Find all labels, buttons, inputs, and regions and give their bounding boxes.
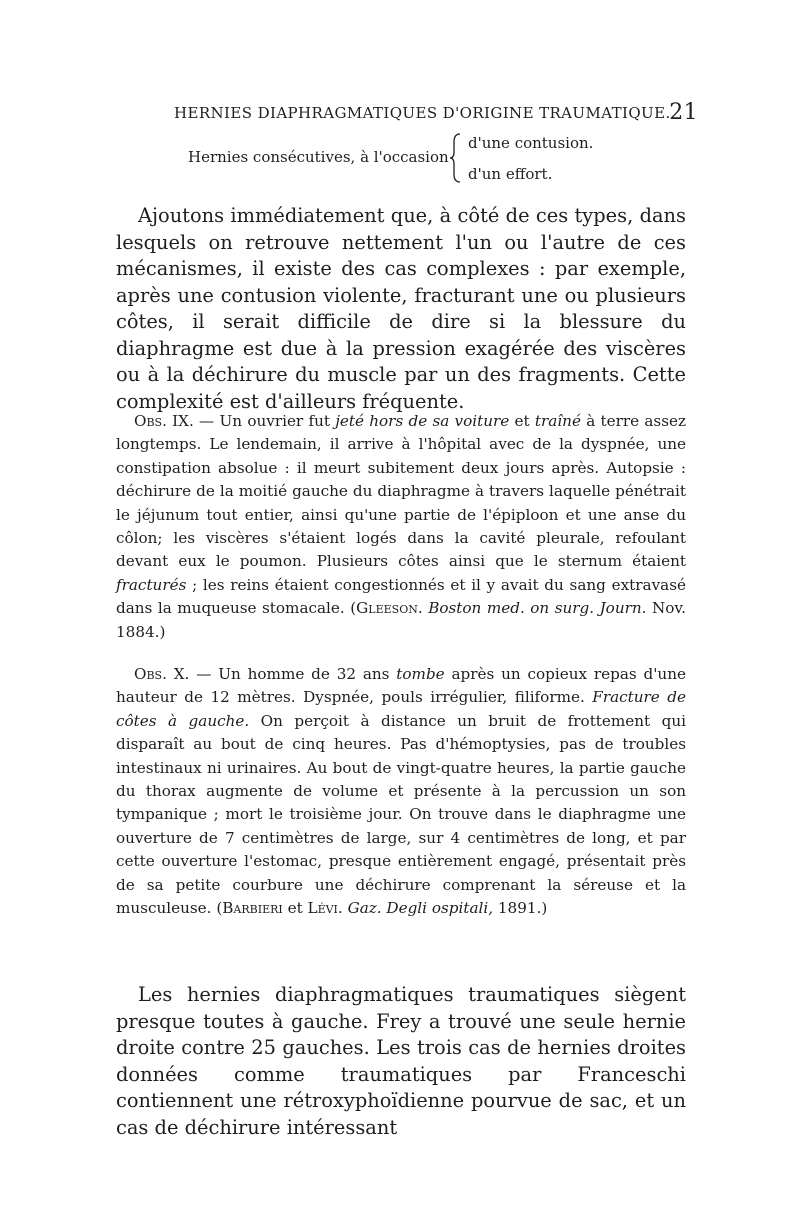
obs-ix-text: à terre assez longtemps. Le lendemain, il arrive à l'hôpital avec de la dyspnée, une constipation absolue : il meurt subitement deux jours après. Autopsie : déchirure de la moitié gauche du diaphragme à travers laquelle pénétrait le jéjunum tout entier, ainsi qu'une partie de l'épiploon et une anse du côlon; les viscères s'étaient logés dans la cavité pleurale, refoulant devant eux le poumon. Plusieurs côtes ainsi que le sternum étaient	[116, 412, 686, 571]
observation-x	[116, 663, 686, 920]
obs-x-author: Lévi	[307, 899, 338, 918]
obs-ix-text: — Un ouvrier fut	[193, 412, 336, 430]
classification-brace-block	[188, 132, 608, 192]
obs-ix-text: ; les reins étaient congestionnés et il y avait du sang extravasé dans la muqueuse stomacale. (	[116, 575, 686, 618]
obs-ix-text: Nov. 1884.)	[116, 599, 687, 641]
obs-ix-citation: Boston med. on surg. Journ.	[428, 599, 647, 618]
paragraph-hernia-location: Les hernies diaphragmatiques traumatiques siègent presque toutes à gauche. Frey a trouvé une seule hernie droite contre 25 gauches. Les trois cas de hernies droites données comme traumatiques par Franceschi contiennent une rétroxyphoïdienne pourvue de sac, et un cas de déchirure intéressant	[116, 983, 686, 1139]
obs-ix-author: Gleeson	[356, 599, 418, 618]
obs-ix-italic: jeté hors de sa voiture	[335, 412, 510, 430]
classification-option-effort: d'un effort.	[468, 165, 553, 183]
obs-x-italic: Fracture de côtes à gauche.	[116, 688, 686, 730]
obs-x-italic: tombe	[396, 665, 445, 683]
classification-option-contusion: d'une contusion.	[468, 134, 594, 152]
curly-brace-icon	[450, 132, 462, 184]
obs-x-text: et	[282, 899, 308, 918]
classification-lead: Hernies consécutives, à l'occasion	[188, 148, 449, 166]
obs-x-author: Barbieri	[222, 899, 283, 918]
obs-x-text: On perçoit à distance un bruit de frottement qui disparaît au bout de cinq heures. Pas d'hémoptysies, pas de troubles intestinaux ni urinaires. Au bout de vingt-quatre heures, la partie gauche du thorax augmente de volume et présente à la percussion un son tympanique ; mort le troisième jour. On trouve dans le diaphragme une ouverture de 7 centimètres de large, sur 4 centimètres de long, et par cette ouverture l'estomac, presque entièrement engagé, présentait près de sa petite courbure une déchirure comprenant la séreuse et la musculeuse. (	[116, 711, 686, 918]
obs-ix-label: Obs. IX.	[134, 412, 194, 430]
obs-ix-text: .	[417, 599, 429, 618]
obs-x-text: — Un homme de 32 ans	[189, 665, 397, 683]
paragraph-complex-cases: Ajoutons immédiatement que, à côté de ces types, dans lesquels on retrouve nettement l'un ou l'autre de ces mécanismes, il existe des cas complexes : par exemple, après une contusion violente, fracturant une ou plusieurs côtes, il serait difficile de dire si la blessure du diaphragme est due à la pression exagérée des viscères ou à la déchirure du muscle par un des fragments. Cette complexité est d'ailleurs fréquente.	[116, 204, 686, 413]
obs-ix-italic: traîné	[534, 412, 581, 430]
observation-ix	[116, 410, 686, 644]
running-title: HERNIES DIAPHRAGMATIQUES D'ORIGINE TRAUMATIQUE.	[174, 104, 671, 122]
running-header	[174, 100, 698, 126]
page-number: 21	[669, 100, 698, 125]
obs-x-text: après un copieux repas d'une hauteur de 12 mètres. Dyspnée, pouls irrégulier, filiforme.	[116, 665, 686, 707]
obs-x-text: .	[337, 899, 348, 918]
obs-x-citation: Gaz. Degli ospitali,	[347, 899, 494, 918]
obs-x-text: 1891.)	[493, 899, 548, 918]
obs-ix-text: et	[509, 412, 535, 430]
obs-ix-italic: fracturés	[116, 575, 187, 594]
obs-x-label: Obs. X.	[134, 665, 190, 683]
